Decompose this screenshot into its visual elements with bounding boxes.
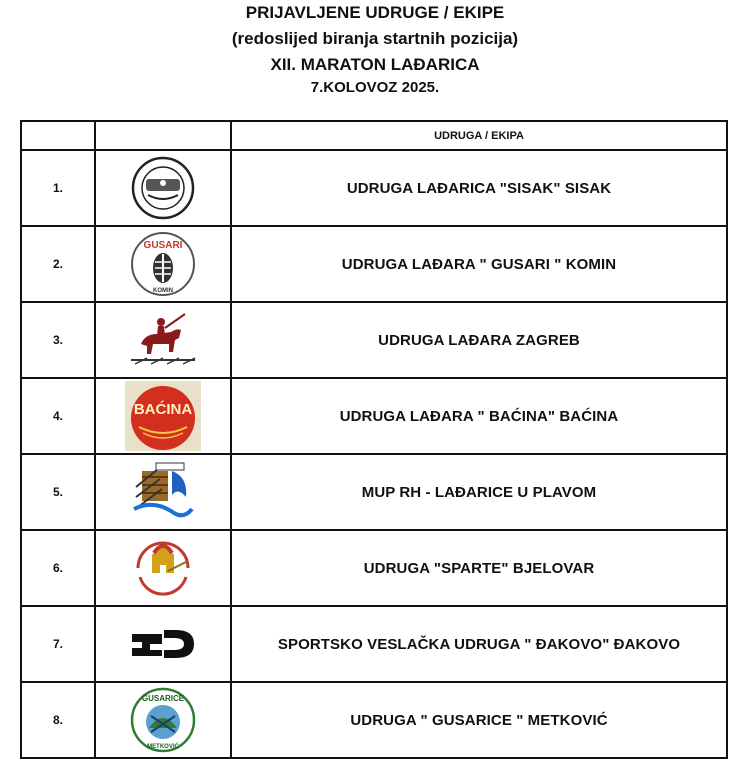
table-row <box>21 302 727 378</box>
document-header <box>0 0 750 98</box>
header-event-name: XII. MARATON LAĐARICA <box>270 55 480 74</box>
table-row <box>21 682 727 758</box>
horse-rider-logo <box>95 302 231 378</box>
bacina-logo <box>95 378 231 454</box>
sisak-seal-logo <box>95 150 231 226</box>
team-name: UDRUGA LAĐARA " BAĆINA" BAĆINA <box>231 378 727 454</box>
team-name: UDRUGA "SPARTE" BJELOVAR <box>231 530 727 606</box>
table-row <box>21 226 727 302</box>
table-row <box>21 606 727 682</box>
header-date: 7.KOLOVOZ 2025. <box>310 79 440 96</box>
svg-text:METKOVIĆ: METKOVIĆ <box>147 744 179 750</box>
row-number: 2. <box>21 226 95 302</box>
team-name: UDRUGA LAĐARICA "SISAK" SISAK <box>231 150 727 226</box>
team-name: SPORTSKO VESLAČKA UDRUGA " ĐAKOVO" ĐAKOVO <box>231 606 727 682</box>
row-number: 1. <box>21 150 95 226</box>
table-row <box>21 378 727 454</box>
svg-text:GUSARICE: GUSARICE <box>141 694 185 703</box>
sparte-helmet-logo <box>95 530 231 606</box>
mup-ladarice-logo <box>95 454 231 530</box>
svg-text:KOMIN: KOMIN <box>153 288 173 294</box>
dakovo-logo <box>95 606 231 682</box>
row-number: 8. <box>21 682 95 758</box>
row-number: 4. <box>21 378 95 454</box>
team-name: UDRUGA LAĐARA " GUSARI " KOMIN <box>231 226 727 302</box>
svg-text:GUSARI: GUSARI <box>143 240 183 251</box>
team-name: MUP RH - LAĐARICE U PLAVOM <box>231 454 727 530</box>
row-number: 7. <box>21 606 95 682</box>
row-number: 3. <box>21 302 95 378</box>
header-subtitle: (redoslijed biranja startnih pozicija) <box>231 29 519 48</box>
header-cell-logo <box>95 121 231 150</box>
header-title: PRIJAVLJENE UDRUGE / EKIPE <box>245 3 505 22</box>
table-row <box>21 454 727 530</box>
table-header-row <box>21 121 727 150</box>
team-name: UDRUGA " GUSARICE " METKOVIĆ <box>231 682 727 758</box>
table-row <box>21 150 727 226</box>
gusarice-metkovic-logo <box>95 682 231 758</box>
row-number: 5. <box>21 454 95 530</box>
table-row <box>21 530 727 606</box>
header-cell-team: UDRUGA / EKIPA <box>231 121 727 150</box>
svg-text:BAĆINA: BAĆINA <box>133 401 193 418</box>
header-cell-number <box>21 121 95 150</box>
teams-table <box>20 120 728 759</box>
team-name: UDRUGA LAĐARA ZAGREB <box>231 302 727 378</box>
gusari-komin-logo <box>95 226 231 302</box>
row-number: 6. <box>21 530 95 606</box>
